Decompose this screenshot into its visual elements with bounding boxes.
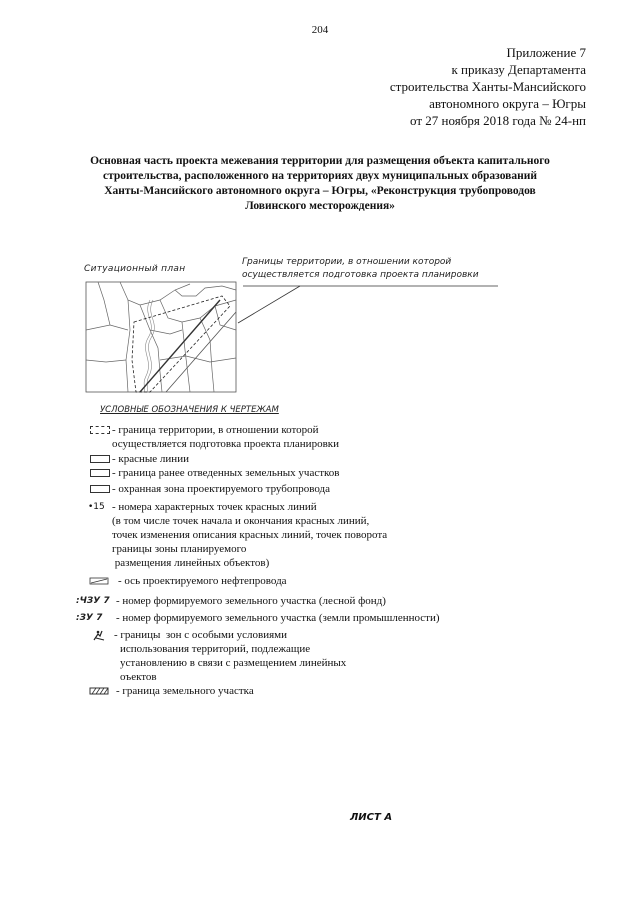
title-line: строительства, расположенного на территориях двух муниципальных образований <box>102 170 538 182</box>
legend-item <box>76 611 440 625</box>
industrial-plot-number-symbol: :ЗУ 7 <box>76 613 103 623</box>
legend-text: - граница ранее отведенных земельных участков <box>112 467 340 479</box>
legend-item <box>90 628 346 684</box>
legend-item <box>88 482 330 496</box>
legend-text: - граница территории, в отношении которой <box>112 424 319 436</box>
dashed-box-icon <box>88 423 112 437</box>
legend-text: - границы зон с особыми условиями <box>114 629 288 641</box>
legend-text: осуществляется подготовка проекта планировки <box>112 438 339 450</box>
legend-text: - красные линии <box>112 453 189 465</box>
page-number: 204 <box>311 24 329 36</box>
callout-line: осуществляется подготовка проекта планировки <box>242 270 479 280</box>
situation-plan-label: Ситуационный план <box>84 264 186 274</box>
title-line: Ловинского месторождения» <box>245 200 395 212</box>
legend-item <box>88 684 254 698</box>
thick-box-icon <box>88 482 112 496</box>
forest-plot-number-symbol: :ЧЗУ 7 <box>76 596 110 606</box>
sheet-label: ЛИСТ А <box>350 812 393 823</box>
legend-text: размещения линейных объектов) <box>112 557 270 569</box>
title-line: Основная часть проекта межевания территории для размещения объекта капитального <box>90 155 550 167</box>
box-icon <box>88 452 112 466</box>
callout-leader <box>238 286 300 323</box>
legend-item <box>76 594 386 608</box>
axis-line-icon <box>88 574 112 588</box>
legend-text: установлению в связи с размещением линейных <box>120 657 347 669</box>
appendix-line: к приказу Департамента <box>451 62 586 77</box>
legend-text: точек изменения описания красных линий, точек поворота <box>112 529 388 541</box>
legend-text: - граница земельного участка <box>116 685 254 697</box>
legend-text: - номера характерных точек красных линий <box>112 501 317 513</box>
legend-text: использования территорий, подлежащие <box>120 643 311 655</box>
legend-text: - ось проектируемого нефтепровода <box>118 575 287 587</box>
point-number-symbol: •15 <box>88 502 105 512</box>
map-pipeline <box>140 300 220 392</box>
map-pipeline-2 <box>166 312 236 392</box>
box-icon <box>88 466 112 480</box>
legend-text: - номер формируемого земельного участка (лесной фонд) <box>116 595 386 607</box>
legend-item <box>88 423 339 451</box>
appendix-line: Приложение 7 <box>506 45 586 60</box>
legend-text: границы зоны планируемого <box>112 543 247 555</box>
appendix-line: автономного округа – Югры <box>429 96 586 111</box>
appendix-line: от 27 ноября 2018 года № 24-нп <box>410 113 586 128</box>
legend-text: - охранная зона проектируемого трубопровода <box>112 483 331 495</box>
legend-item <box>88 466 340 480</box>
legend-item <box>88 500 387 570</box>
legend-item <box>88 452 189 466</box>
hatched-box-icon <box>88 684 112 698</box>
callout-line: Границы территории, в отношении которой <box>242 257 452 267</box>
legend-text: оъектов <box>120 671 157 683</box>
legend-title: УСЛОВНЫЕ ОБОЗНАЧЕНИЯ К ЧЕРТЕЖАМ <box>100 405 279 415</box>
appendix-line: строительства Ханты-Мансийского <box>389 79 586 94</box>
legend-text: (в том числе точек начала и окончания красных линий, <box>112 515 370 527</box>
legend-item <box>88 574 287 588</box>
zone-boundary-icon <box>90 628 114 642</box>
legend-text: - номер формируемого земельного участка (земли промышленности) <box>116 612 440 624</box>
title-line: Ханты-Мансийского автономного округа – Югры, «Реконструкция трубопроводов <box>104 185 536 197</box>
